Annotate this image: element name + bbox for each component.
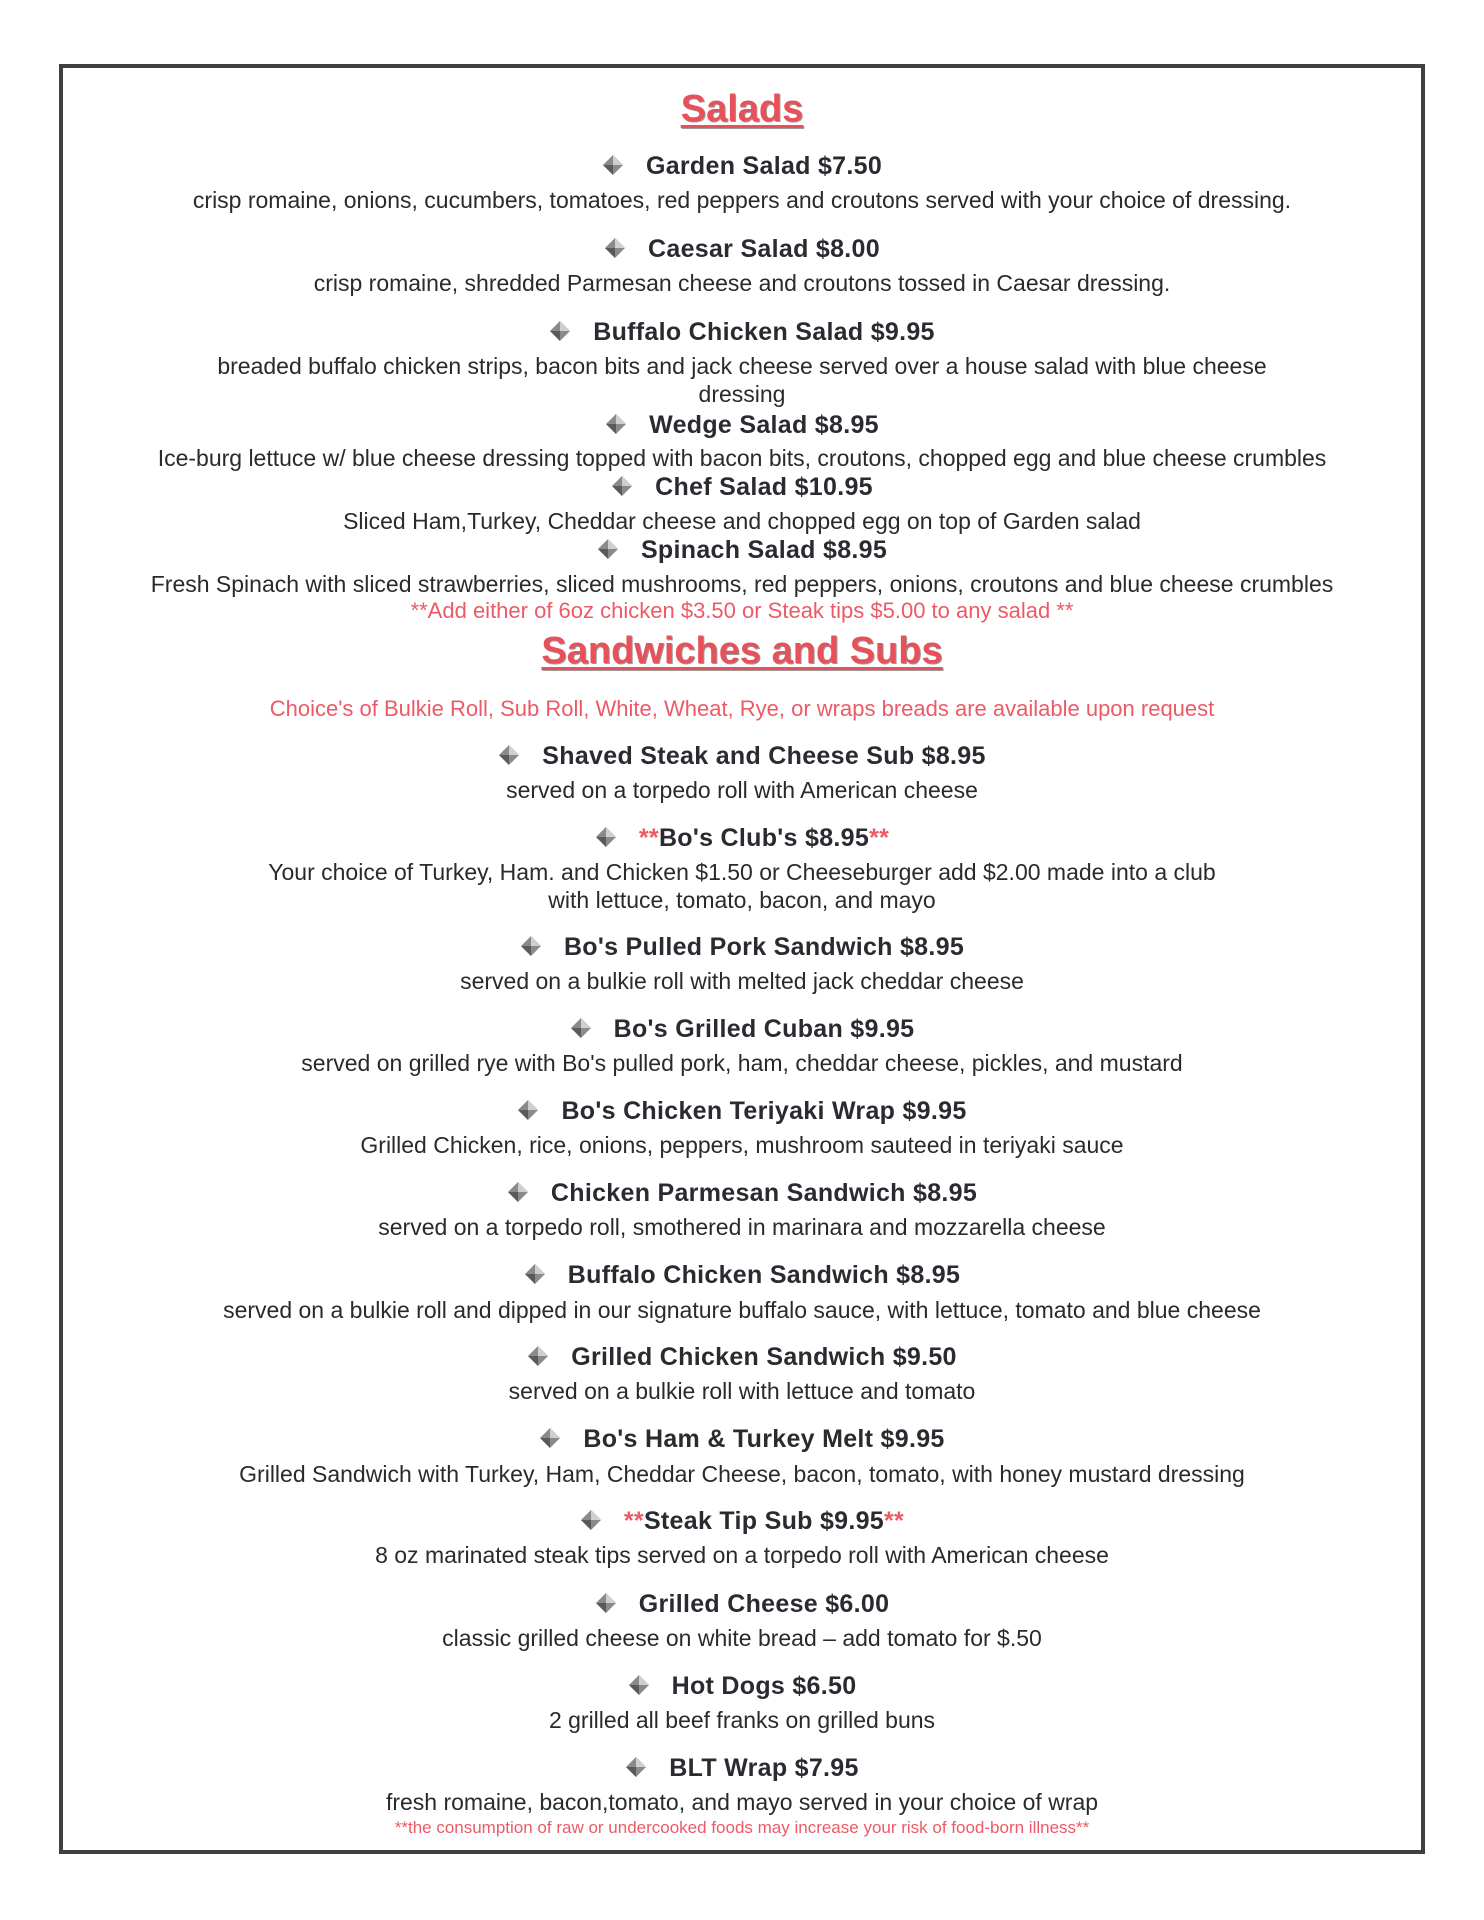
salad-item-name xyxy=(59,235,1425,264)
item-title: Buffalo Chicken Salad $9.95 xyxy=(593,318,935,346)
item-title: Caesar Salad $8.00 xyxy=(648,235,880,263)
item-title: Chef Salad $10.95 xyxy=(655,473,873,501)
diamond-bullet-icon xyxy=(625,1756,647,1778)
item-title: Bo's Chicken Teriyaki Wrap $9.95 xyxy=(561,1097,967,1125)
item-title: Garden Salad $7.50 xyxy=(645,152,883,180)
salad-item-name xyxy=(59,536,1425,565)
highlight-stars: ** xyxy=(623,1507,644,1535)
sandwich-item-name xyxy=(59,1672,1425,1701)
sandwich-item-name xyxy=(59,1097,1425,1126)
item-title: Buffalo Chicken Sandwich $8.95 xyxy=(567,1261,961,1289)
sandwich-item-description: Your choice of Turkey, Ham. and Chicken $1.50 or Cheeseburger add $2.00 made into a club xyxy=(268,859,1216,885)
sandwich-item-name xyxy=(59,1179,1425,1208)
item-title: Bo's Ham & Turkey Melt $9.95 xyxy=(583,1425,945,1453)
sandwich-item-name xyxy=(59,1343,1425,1372)
diamond-bullet-icon xyxy=(628,1674,650,1696)
sandwich-item-name xyxy=(59,1425,1425,1454)
sandwich-item-name xyxy=(59,1754,1425,1783)
item-title: Shaved Steak and Cheese Sub $8.95 xyxy=(542,742,986,770)
sandwich-item-name xyxy=(59,933,1425,962)
sandwich-item-description: Grilled Sandwich with Turkey, Ham, Cheddar Cheese, bacon, tomato, with honey mustard dressing xyxy=(239,1461,1245,1487)
diamond-bullet-icon xyxy=(524,1263,546,1285)
item-title: Chicken Parmesan Sandwich $8.95 xyxy=(550,1179,978,1207)
sandwich-item-name xyxy=(59,742,1425,771)
salad-item-name xyxy=(59,318,1425,347)
item-title: Grilled Chicken Sandwich $9.50 xyxy=(571,1343,957,1371)
sandwich-item-description: served on a bulkie roll with melted jack cheddar cheese xyxy=(460,968,1024,994)
item-title: BLT Wrap $7.95 xyxy=(669,1754,859,1782)
diamond-bullet-icon xyxy=(539,1427,561,1449)
sandwich-item-description: with lettuce, tomato, bacon, and mayo xyxy=(548,887,936,913)
highlight-stars: ** xyxy=(869,824,890,852)
item-title: Grilled Cheese $6.00 xyxy=(638,1590,890,1618)
salad-item-description: breaded buffalo chicken strips, bacon bits and jack cheese served over a house salad with blue cheese xyxy=(217,353,1267,379)
salad-item-name xyxy=(59,152,1425,181)
diamond-bullet-icon xyxy=(527,1345,549,1367)
item-title: Wedge Salad $8.95 xyxy=(649,411,879,439)
item-title: Hot Dogs $6.50 xyxy=(671,1672,857,1700)
diamond-bullet-icon xyxy=(595,826,617,848)
item-title: Steak Tip Sub $9.95 xyxy=(643,1507,885,1535)
food-safety-disclaimer: **the consumption of raw or undercooked foods may increase your risk of food-born illness** xyxy=(394,1818,1090,1837)
diamond-bullet-icon xyxy=(595,1592,617,1614)
sandwich-item-name xyxy=(59,1015,1425,1044)
diamond-bullet-icon xyxy=(498,744,520,766)
diamond-bullet-icon xyxy=(520,935,542,957)
sandwich-item-description: 2 grilled all beef franks on grilled buns xyxy=(548,1707,936,1733)
item-title: Bo's Grilled Cuban $9.95 xyxy=(613,1015,915,1043)
sandwich-item-name xyxy=(59,1590,1425,1619)
salad-item-name xyxy=(59,473,1425,502)
diamond-bullet-icon xyxy=(597,538,619,560)
sandwich-item-description: served on a torpedo roll, smothered in marinara and mozzarella cheese xyxy=(378,1214,1106,1240)
diamond-bullet-icon xyxy=(604,237,626,259)
sandwich-item-description: Grilled Chicken, rice, onions, peppers, mushroom sauteed in teriyaki sauce xyxy=(360,1132,1124,1158)
sandwich-item-description: served on a bulkie roll with lettuce and tomato xyxy=(508,1378,976,1404)
salad-item-description: Fresh Spinach with sliced strawberries, sliced mushrooms, red peppers, onions, croutons and blue cheese crumbles xyxy=(150,571,1334,597)
item-title: Bo's Club's $8.95 xyxy=(658,824,870,852)
sandwich-item-description: classic grilled cheese on white bread – add tomato for $.50 xyxy=(442,1625,1042,1651)
sandwich-item-name xyxy=(59,824,1425,853)
diamond-bullet-icon xyxy=(507,1181,529,1203)
highlight-stars: ** xyxy=(884,1507,905,1535)
sandwich-item-description: served on a torpedo roll with American cheese xyxy=(506,777,978,803)
salad-item-name xyxy=(59,411,1425,440)
salads-add-protein-note: **Add either of 6oz chicken $3.50 or Steak tips $5.00 to any salad ** xyxy=(410,598,1074,623)
salad-item-description: crisp romaine, onions, cucumbers, tomatoes, red peppers and croutons served with your choice of dressing. xyxy=(192,187,1292,213)
sandwich-item-description: served on a bulkie roll and dipped in our signature buffalo sauce, with lettuce, tomato and blue cheese xyxy=(223,1297,1261,1323)
diamond-bullet-icon xyxy=(605,413,627,435)
sandwich-item-description: fresh romaine, bacon,tomato, and mayo served in your choice of wrap xyxy=(385,1789,1099,1815)
sandwich-item-description: served on grilled rye with Bo's pulled pork, ham, cheddar cheese, pickles, and mustard xyxy=(301,1050,1183,1076)
sandwiches-title: Sandwiches and Subs xyxy=(541,630,943,672)
item-title: Bo's Pulled Pork Sandwich $8.95 xyxy=(563,933,965,961)
diamond-bullet-icon xyxy=(517,1099,539,1121)
sandwich-item-description: 8 oz marinated steak tips served on a torpedo roll with American cheese xyxy=(375,1542,1109,1568)
bread-choice-note: Choice's of Bulkie Roll, Sub Roll, White, Wheat, Rye, or wraps breads are available upon request xyxy=(269,696,1215,721)
diamond-bullet-icon xyxy=(580,1509,602,1531)
diamond-bullet-icon xyxy=(570,1017,592,1039)
item-title: Spinach Salad $8.95 xyxy=(640,536,888,564)
highlight-stars: ** xyxy=(638,824,659,852)
salad-item-description: crisp romaine, shredded Parmesan cheese and croutons tossed in Caesar dressing. xyxy=(313,270,1171,296)
diamond-bullet-icon xyxy=(549,320,571,342)
salad-item-description: Sliced Ham,Turkey, Cheddar cheese and chopped egg on top of Garden salad xyxy=(343,508,1141,534)
diamond-bullet-icon xyxy=(611,475,633,497)
diamond-bullet-icon xyxy=(602,154,624,176)
sandwich-item-name xyxy=(59,1507,1425,1536)
sandwich-item-name xyxy=(59,1261,1425,1290)
salad-item-description: dressing xyxy=(698,381,786,407)
salads-title: Salads xyxy=(680,88,804,130)
salad-item-description: Ice-burg lettuce w/ blue cheese dressing topped with bacon bits, croutons, chopped egg and blue cheese crumbles xyxy=(157,445,1327,471)
